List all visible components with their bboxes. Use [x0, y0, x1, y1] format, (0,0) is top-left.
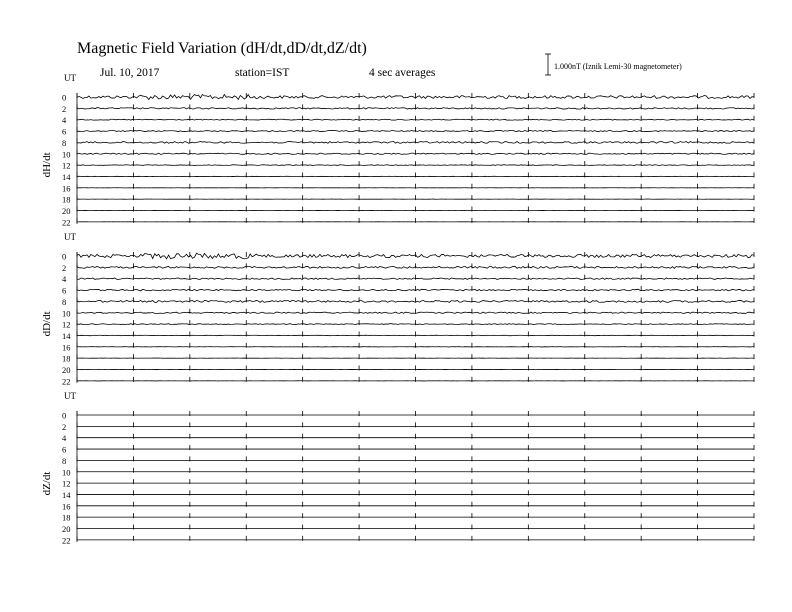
y-axis-label: dZ/dt	[41, 471, 53, 496]
row-label-4: 4	[62, 274, 67, 285]
row-label-6: 6	[62, 444, 67, 455]
row-label-4: 4	[62, 115, 67, 126]
ut-label: UT	[64, 232, 76, 242]
trace-row-4	[77, 119, 754, 120]
row-label-18: 18	[62, 512, 71, 523]
row-label-2: 2	[62, 421, 67, 432]
row-label-12: 12	[62, 160, 71, 171]
panel-dZ-dt	[41, 391, 754, 545]
ut-label: UT	[64, 391, 76, 401]
row-label-4: 4	[62, 433, 67, 444]
row-label-0: 0	[62, 92, 67, 103]
row-label-22: 22	[62, 217, 71, 228]
row-label-18: 18	[62, 353, 71, 364]
station-label: station=IST	[235, 67, 290, 79]
panel-dH-dt	[41, 73, 754, 227]
ut-label: UT	[64, 73, 76, 83]
row-label-2: 2	[62, 103, 67, 114]
row-label-16: 16	[62, 501, 71, 512]
panels-group	[41, 73, 754, 545]
row-label-22: 22	[62, 535, 71, 546]
row-label-16: 16	[62, 342, 71, 353]
row-label-22: 22	[62, 376, 71, 387]
row-label-10: 10	[62, 467, 71, 478]
y-axis-label: dD/dt	[41, 311, 53, 337]
row-label-8: 8	[62, 455, 67, 466]
scale-bar	[545, 54, 682, 75]
row-label-6: 6	[62, 285, 67, 296]
row-label-14: 14	[62, 489, 71, 500]
row-label-18: 18	[62, 194, 71, 205]
row-label-10: 10	[62, 308, 71, 319]
row-label-10: 10	[62, 149, 71, 160]
row-label-6: 6	[62, 126, 67, 137]
row-label-2: 2	[62, 262, 67, 273]
row-label-8: 8	[62, 137, 67, 148]
date-label: Jul. 10, 2017	[100, 67, 160, 79]
row-label-12: 12	[62, 319, 71, 330]
figure-title: Magnetic Field Variation (dH/dt,dD/dt,dZ/dt)	[77, 40, 367, 57]
row-label-0: 0	[62, 251, 67, 262]
scale-label: 1.000nT (Iznik Lemi-30 magnetometer)	[554, 62, 682, 71]
row-label-16: 16	[62, 183, 71, 194]
row-label-20: 20	[62, 524, 71, 534]
row-label-20: 20	[62, 365, 71, 375]
y-axis-label: dH/dt	[41, 152, 53, 178]
trace-row-12	[77, 324, 754, 325]
row-label-8: 8	[62, 296, 67, 307]
averaging-label: 4 sec averages	[369, 67, 436, 79]
row-label-0: 0	[62, 410, 67, 421]
panel-dD-dt	[41, 232, 754, 386]
row-label-14: 14	[62, 330, 71, 341]
row-label-20: 20	[62, 206, 71, 216]
row-label-12: 12	[62, 478, 71, 489]
row-label-14: 14	[62, 171, 71, 182]
